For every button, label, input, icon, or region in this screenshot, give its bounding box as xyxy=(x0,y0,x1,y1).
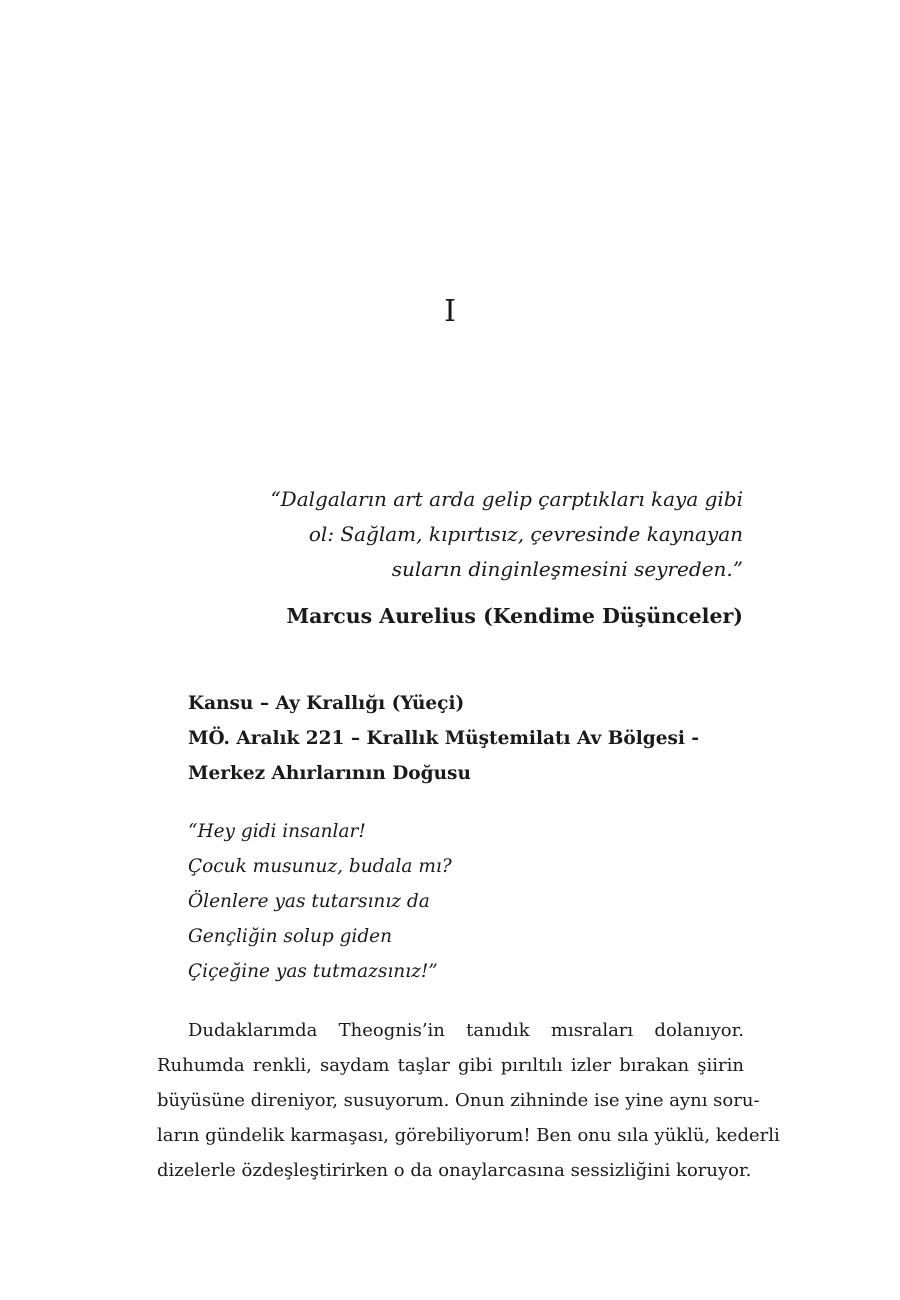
body-line: Ruhumda renkli, saydam taşlar gibi pırıltılı izler bırakan şiirin xyxy=(157,1055,744,1076)
epigraph-line: “Dalgaların art arda gelip çarptıkları kaya gibi xyxy=(270,487,743,511)
body-line: Dudaklarımda Theognis’in tanıdık mısraları dolanıyor. xyxy=(188,1020,744,1041)
body-paragraph xyxy=(157,1013,780,1188)
poem-line: Gençliğin solup giden xyxy=(188,926,393,947)
epigraph-line: ol: Sağlam, kıpırtısız, çevresinde kaynayan xyxy=(308,522,743,546)
poem-quote xyxy=(188,814,688,989)
location-line: MÖ. Aralık 221 – Krallık Müştemilatı Av Bölgesi - xyxy=(188,728,700,749)
poem-line: Çocuk musunuz, budala mı? xyxy=(188,856,452,877)
epigraph-author: Marcus Aurelius (Kendime Düşünceler) xyxy=(286,604,743,628)
body-line: dizelerle özdeşleştirirken o da onaylarcasına sessizliğini koruyor. xyxy=(157,1160,752,1181)
poem-line: Çiçeğine yas tutmazsınız!” xyxy=(188,961,438,982)
location-heading xyxy=(188,686,788,791)
body-line: büyüsüne direniyor, susuyorum. Onun zihninde ise yine aynı soru- xyxy=(157,1090,760,1111)
poem-line: “Hey gidi insanlar! xyxy=(188,821,366,842)
location-line: Kansu – Ay Krallığı (Yüeçi) xyxy=(188,693,465,714)
epigraph-line: suların dinginleşmesini seyreden.” xyxy=(391,557,743,581)
poem-line: Ölenlere yas tutarsınız da xyxy=(188,891,430,912)
location-line: Merkez Ahırlarının Doğusu xyxy=(188,763,471,784)
epigraph xyxy=(183,482,743,631)
chapter-number: I xyxy=(444,294,456,329)
body-line: ların gündelik karmaşası, görebiliyorum! Ben onu sıla yüklü, kederli xyxy=(157,1125,780,1146)
